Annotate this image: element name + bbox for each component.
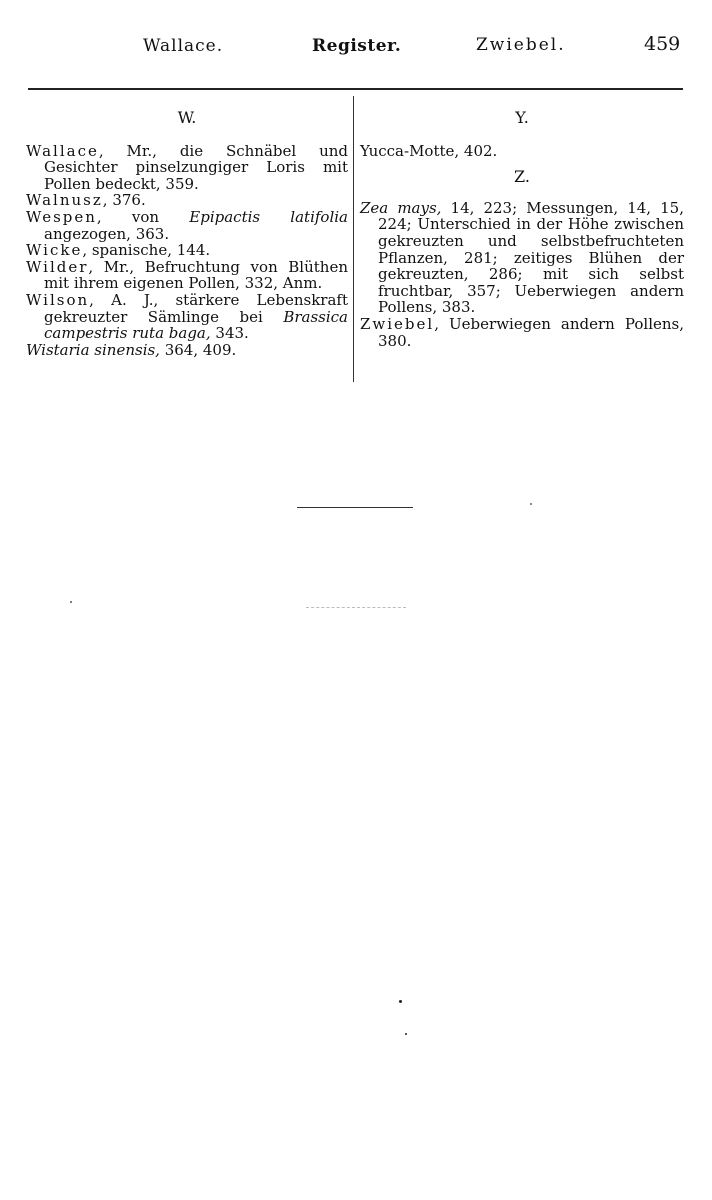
index-entry-wilder [26,259,348,292]
index-entry-wilson [26,292,348,342]
ink-speck [399,1000,402,1003]
running-head-center: Register. [312,36,402,56]
entry-keyword: Wilder [26,257,89,276]
entry-text: 14, 223; Messungen, 14, 15, 224; Unterschied in der Höhe zwischen gekreuzten und selbstbefruchteten Pflanzen, 281; zeitiges Blühen der gekreuzten, 286; mit sich selbst fruchtbar, 357; Ueberwiegen andern Pollens, 383. [378,198,684,317]
index-entry-walnusz [26,192,348,209]
faint-rule [306,607,406,608]
entry-text: , Mr., Befruchtung von Blüthen mit ihrem eigenen Pollen, 332, Anm. [44,257,348,293]
page-number: 459 [644,33,681,55]
entry-keyword: Wilson [26,290,90,309]
entry-keyword: Wicke [26,241,83,260]
index-entry-wistaria [26,342,348,359]
index-column-right [360,104,684,349]
entry-italic: Brassica campestris ruta baga, [44,307,348,343]
entry-keyword: Wespen [26,207,97,226]
entry-tail: angezogen, 363. [44,224,170,243]
index-entry-wespen [26,209,348,242]
index-entry-wallace [26,143,348,193]
ink-speck [530,503,532,505]
entry-text: 364, 409. [159,340,237,359]
entry-italic: Epipactis latifolia [189,207,348,226]
entry-text: , Mr., die Schnäbel und Gesichter pinselzungiger Loris mit Pollen bedeckt, 359. [44,141,348,193]
entry-tail: 343. [210,324,249,343]
entry-keyword: Zwiebel [360,314,435,333]
entry-keyword: Walnusz [26,191,103,210]
index-entry-wicke [26,242,348,259]
index-entry-zwiebel [360,316,684,349]
section-letter-z: Z. [514,167,530,187]
running-head-left: Wallace. [143,36,224,56]
header-rule [28,88,683,90]
entry-text: , spanische, 144. [82,241,211,260]
index-entry-zea [360,200,684,316]
closing-rule [297,507,413,508]
section-letter-w: W. [177,108,197,127]
entry-text: , 376. [102,191,146,210]
index-column-left [26,104,348,358]
entry-italic: Zea mays, [360,198,442,217]
entry-italic: Wistaria sinensis, [26,340,160,359]
ink-speck [70,601,72,603]
entry-keyword: Wallace [26,141,99,160]
column-divider [353,96,354,382]
entry-text: , A. J., stärkere Lebenskraft gekreuzter Sämlinge bei [44,290,348,326]
ink-speck [405,1033,407,1035]
section-letter-y: Y. [515,108,529,127]
entry-text: , von [96,207,190,226]
entry-text: , Ueberwiegen andern Pollens, 380. [378,314,684,350]
index-entry-yucca: Yucca-Motte, 402. [360,141,498,160]
running-head-right: Zwiebel. [476,35,566,55]
